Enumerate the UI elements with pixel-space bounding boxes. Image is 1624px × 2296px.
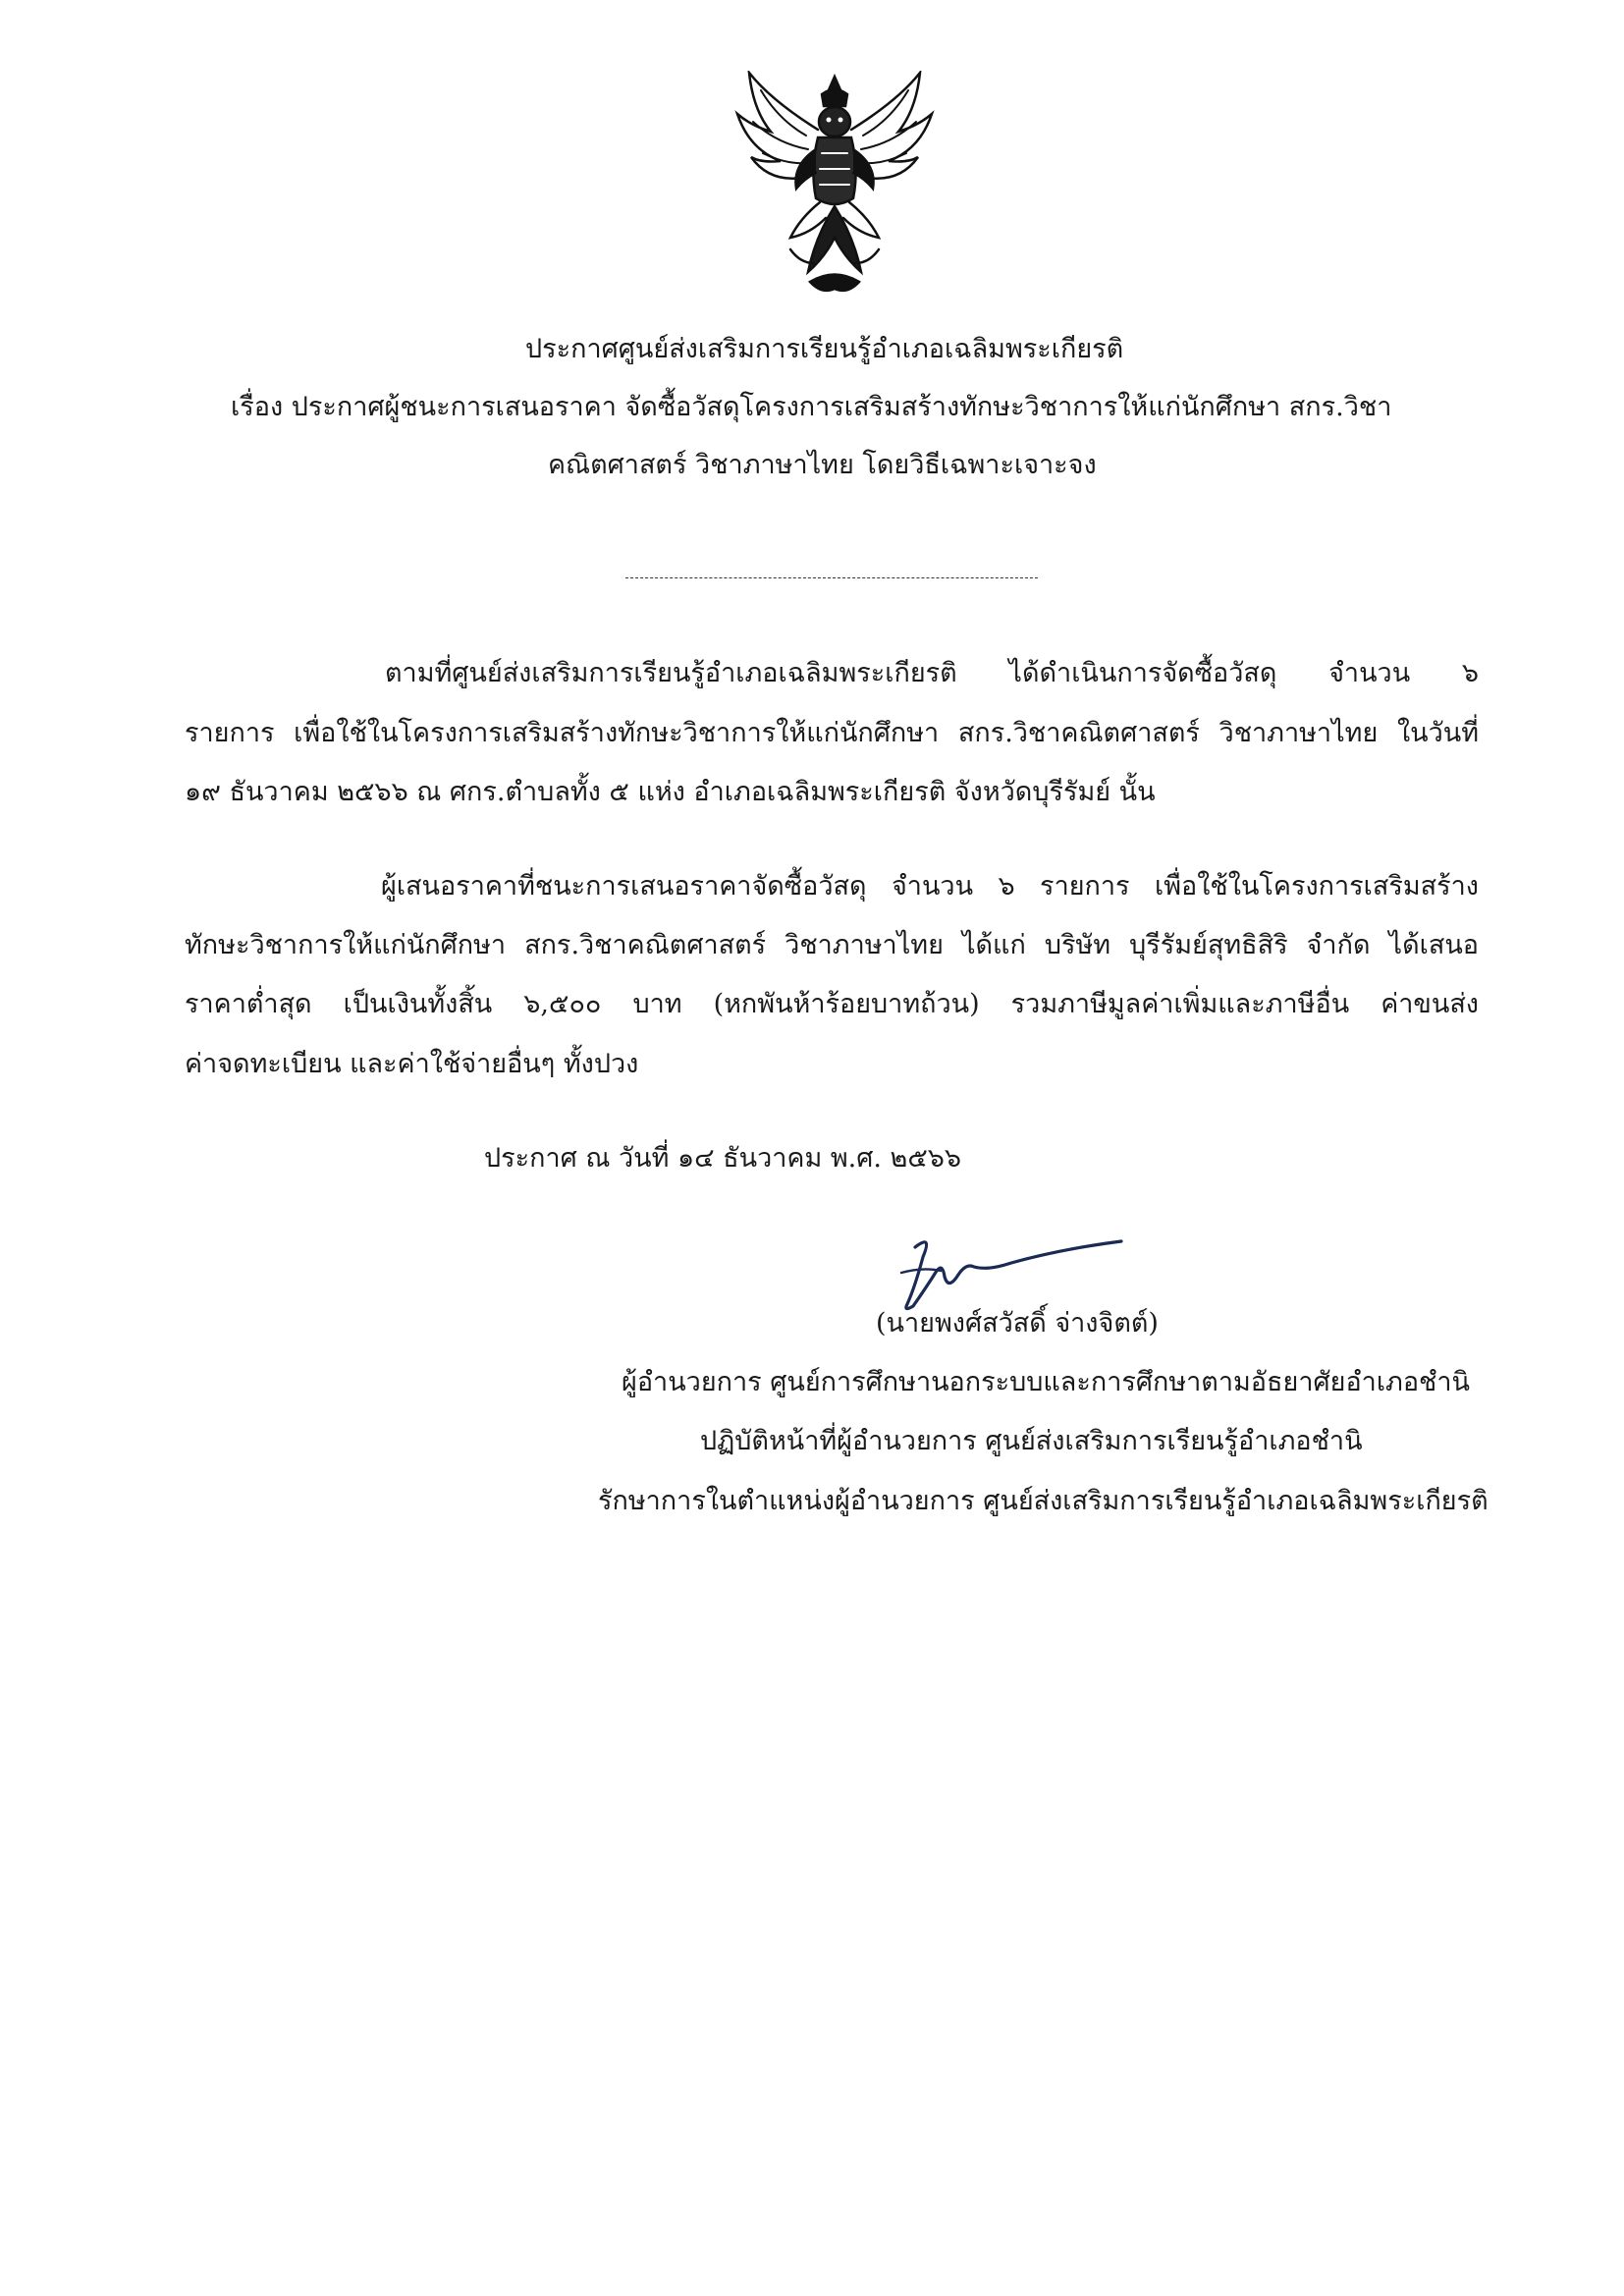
announcement-subject: เรื่อง ประกาศผู้ชนะการเสนอราคา จัดซื้อวัสดุโครงการเสริมสร้างทักษะวิชาการให้แก่นักศึกษา สกร.วิชา <box>231 392 1392 422</box>
handwritten-signature <box>893 1228 1129 1316</box>
garuda-emblem-icon <box>731 71 938 297</box>
announcement-heading: ประกาศศูนย์ส่งเสริมการเรียนรู้อำเภอเฉลิมพระเกียรติ <box>525 334 1124 364</box>
signer-name: (นายพงศ์สวัสดิ์ จ่างจิตต์) <box>876 1308 1159 1339</box>
paragraph2-line: ค่าจดทะเบียน และค่าใช้จ่ายอื่นๆ ทั้งปวง <box>185 1049 639 1079</box>
paragraph1-line: ตามที่ศูนย์ส่งเสริมการเรียนรู้อำเภอเฉลิมพระเกียรติ ได้ดำเนินการจัดซื้อวัสดุ จำนวน ๖ <box>385 658 1479 688</box>
paragraph1-line: ๑๙ ธันวาคม ๒๕๖๖ ณ ศกร.ตำบลทั้ง ๕ แห่ง อำเภอเฉลิมพระเกียรติ จังหวัดบุรีรัมย์ นั้น <box>185 777 1156 807</box>
header-divider <box>625 577 1038 578</box>
paragraph1-line: รายการ เพื่อใช้ในโครงการเสริมสร้างทักษะวิชาการให้แก่นักศึกษา สกร.วิชาคณิตศาสตร์ วิชาภาษาไทย ในวันที่ <box>185 718 1479 748</box>
paragraph2-line: ผู้เสนอราคาที่ชนะการเสนอราคาจัดซื้อวัสดุ จำนวน ๖ รายการ เพื่อใช้ในโครงการเสริมสร้าง <box>381 871 1479 902</box>
signer-position-line: รักษาการในตำแหน่งผู้อำนวยการ ศูนย์ส่งเสริมการเรียนรู้อำเภอเฉลิมพระเกียรติ <box>598 1486 1489 1516</box>
announcement-subject-continued: คณิตศาสตร์ วิชาภาษาไทย โดยวิธีเฉพาะเจาะจง <box>548 450 1097 480</box>
announcement-date: ประกาศ ณ วันที่ ๑๔ ธันวาคม พ.ศ. ๒๕๖๖ <box>484 1143 962 1174</box>
paragraph2-line: ทักษะวิชาการให้แก่นักศึกษา สกร.วิชาคณิตศาสตร์ วิชาภาษาไทย ได้แก่ บริษัท บุรีรัมย์สุทธิสิริ จำกัด ได้เสนอ <box>185 930 1479 960</box>
signer-position-line: ผู้อำนวยการ ศูนย์การศึกษานอกระบบและการศึกษาตามอัธยาศัยอำเภอชำนิ <box>622 1367 1470 1397</box>
paragraph2-line: ราคาต่ำสุด เป็นเงินทั้งสิ้น ๖,๕๐๐ บาท (หกพันห้าร้อยบาทถ้วน) รวมภาษีมูลค่าเพิ่มและภาษีอื่น ค่าขนส่ง <box>185 989 1479 1019</box>
signer-position-line: ปฏิบัติหน้าที่ผู้อำนวยการ ศูนย์ส่งเสริมการเรียนรู้อำเภอชำนิ <box>700 1426 1363 1456</box>
